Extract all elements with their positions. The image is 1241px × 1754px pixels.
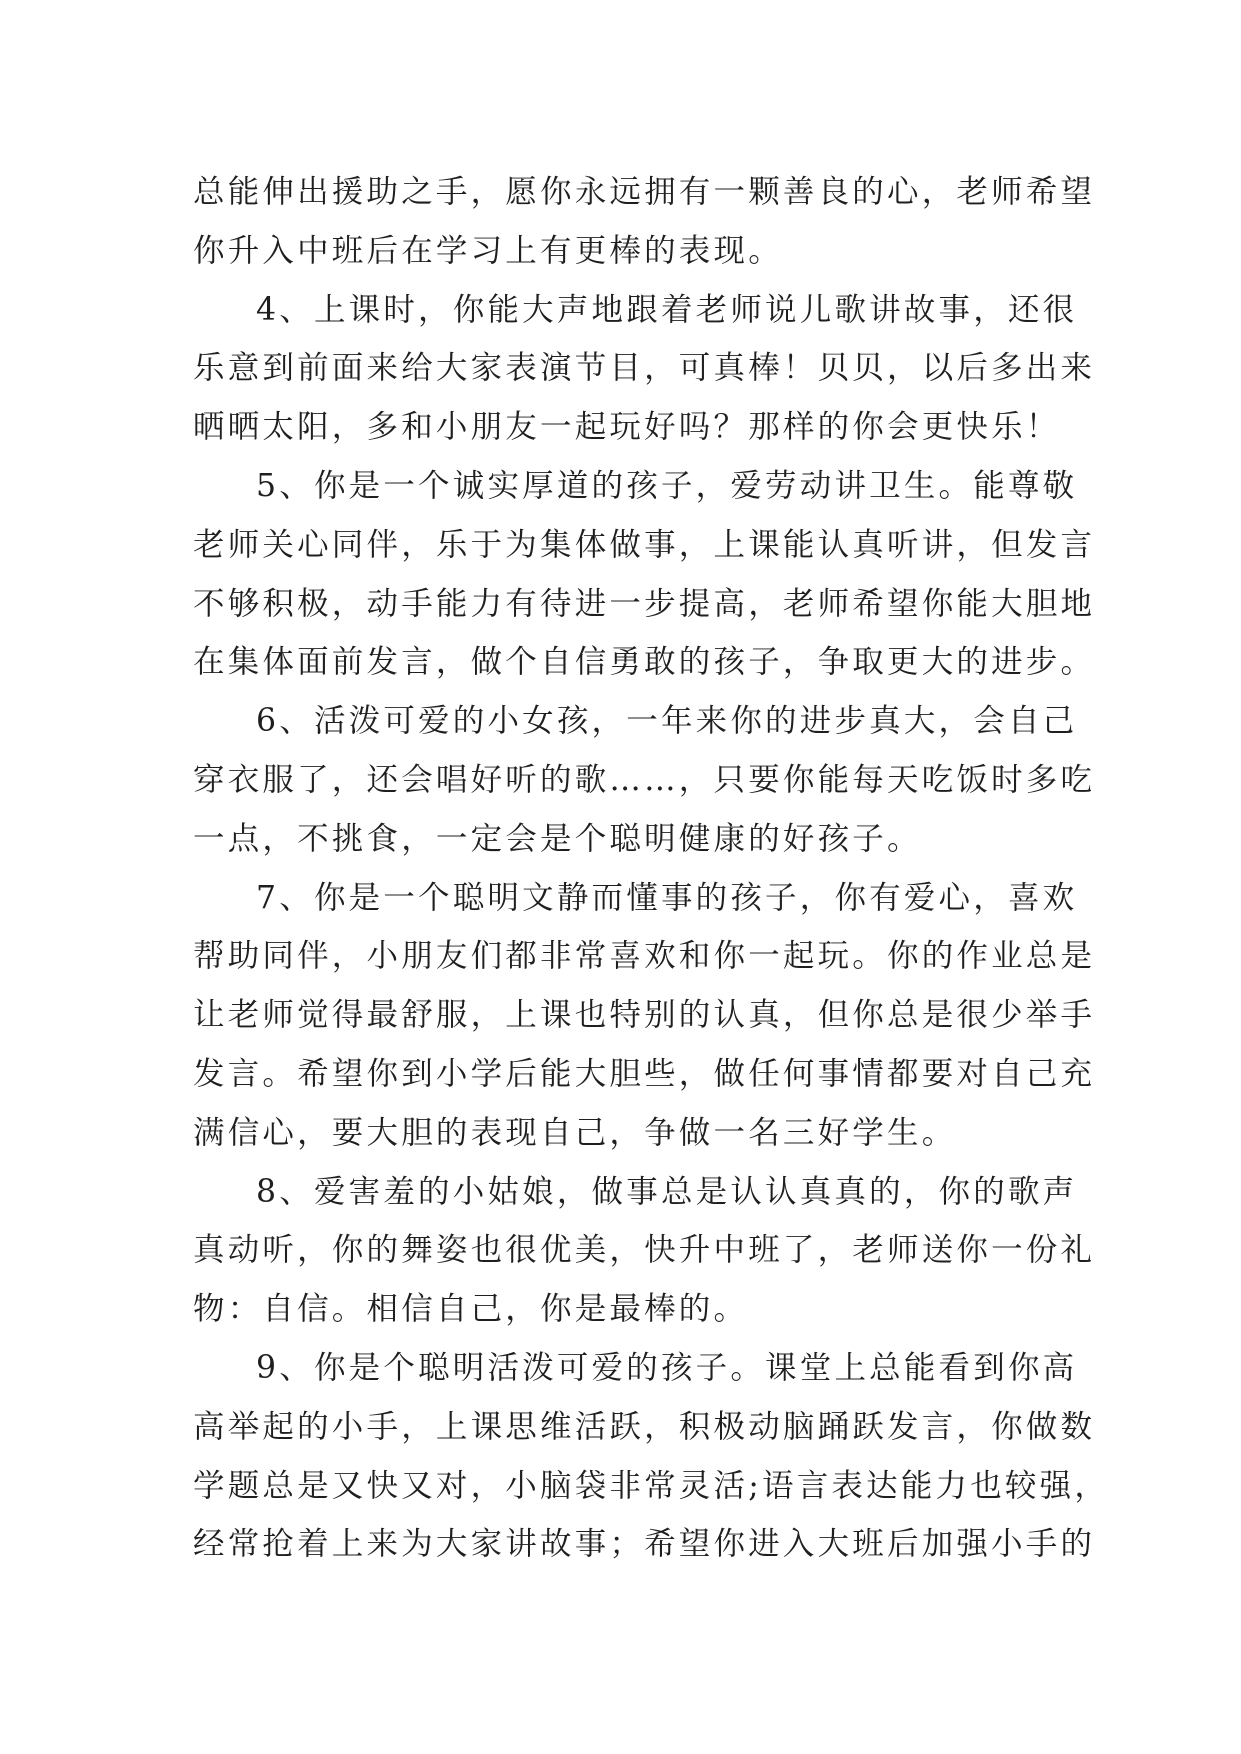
- text-line: 帮助同伴，小朋友们都非常喜欢和你一起玩。你的作业总是: [193, 938, 1096, 975]
- text-line: 7、你是一个聪明文静而懂事的孩子，你有爱心，喜欢: [256, 879, 1078, 916]
- paragraph-comment-5: [193, 457, 1096, 692]
- text-line: 6、活泼可爱的小女孩，一年来你的进步真大，会自己: [256, 703, 1078, 740]
- text-line: 不够积极，动手能力有待进一步提高，老师希望你能大胆地: [193, 585, 1096, 622]
- text-line: 总能伸出援助之手，愿你永远拥有一颗善良的心，老师希望: [193, 174, 1096, 210]
- text-line: 8、爱害羞的小姑娘，做事总是认认真真的，你的歌声: [256, 1173, 1078, 1210]
- text-line: 9、你是个聪明活泼可爱的孩子。课堂上总能看到你高: [256, 1349, 1078, 1386]
- text-line: 乐意到前面来给大家表演节目，可真棒！贝贝，以后多出来: [193, 350, 1096, 387]
- text-line: 老师关心同伴，乐于为集体做事，上课能认真听讲，但发言: [193, 526, 1096, 563]
- paragraph-comment-7: [193, 869, 1096, 1163]
- text-line: 真动听，你的舞姿也很优美，快升中班了，老师送你一份礼: [193, 1232, 1096, 1269]
- paragraph-comment-8: [193, 1163, 1096, 1339]
- text-line: 发言。希望你到小学后能大胆些，做任何事情都要对自己充: [193, 1055, 1096, 1092]
- text-line: 高举起的小手，上课思维活跃，积极动脑踊跃发言，你做数: [193, 1408, 1096, 1445]
- paragraph-continued: [193, 163, 1096, 281]
- paragraph-comment-4: [193, 281, 1096, 457]
- text-line: 满信心，要大胆的表现自己，争做一名三好学生。: [193, 1114, 957, 1151]
- text-line: 在集体面前发言，做个自信勇敢的孩子，争取更大的进步。: [193, 644, 1096, 681]
- text-line: 让老师觉得最舒服，上课也特别的认真，但你总是很少举手: [193, 997, 1096, 1034]
- text-line: 晒晒太阳，多和小朋友一起玩好吗？那样的你会更快乐！: [193, 409, 1061, 446]
- text-line: 学题总是又快又对，小脑袋非常灵活;语言表达能力也较强，: [193, 1467, 1110, 1504]
- text-line: 一点，不挑食，一定会是个聪明健康的好孩子。: [193, 820, 922, 857]
- text-line: 5、你是一个诚实厚道的孩子，爱劳动讲卫生。能尊敬: [256, 467, 1078, 504]
- text-line: 经常抢着上来为大家讲故事；希望你进入大班后加强小手的: [193, 1526, 1096, 1563]
- text-line: 你升入中班后在学习上有更棒的表现。: [193, 232, 783, 269]
- text-line: 穿衣服了，还会唱好听的歌……，只要你能每天吃饭时多吃: [193, 761, 1096, 798]
- document-body: [193, 163, 1110, 1574]
- text-line: 4、上课时，你能大声地跟着老师说儿歌讲故事，还很: [256, 291, 1078, 328]
- paragraph-comment-6: [193, 692, 1096, 868]
- text-line: 物：自信。相信自己，你是最棒的。: [193, 1291, 749, 1328]
- paragraph-comment-9: [193, 1339, 1110, 1574]
